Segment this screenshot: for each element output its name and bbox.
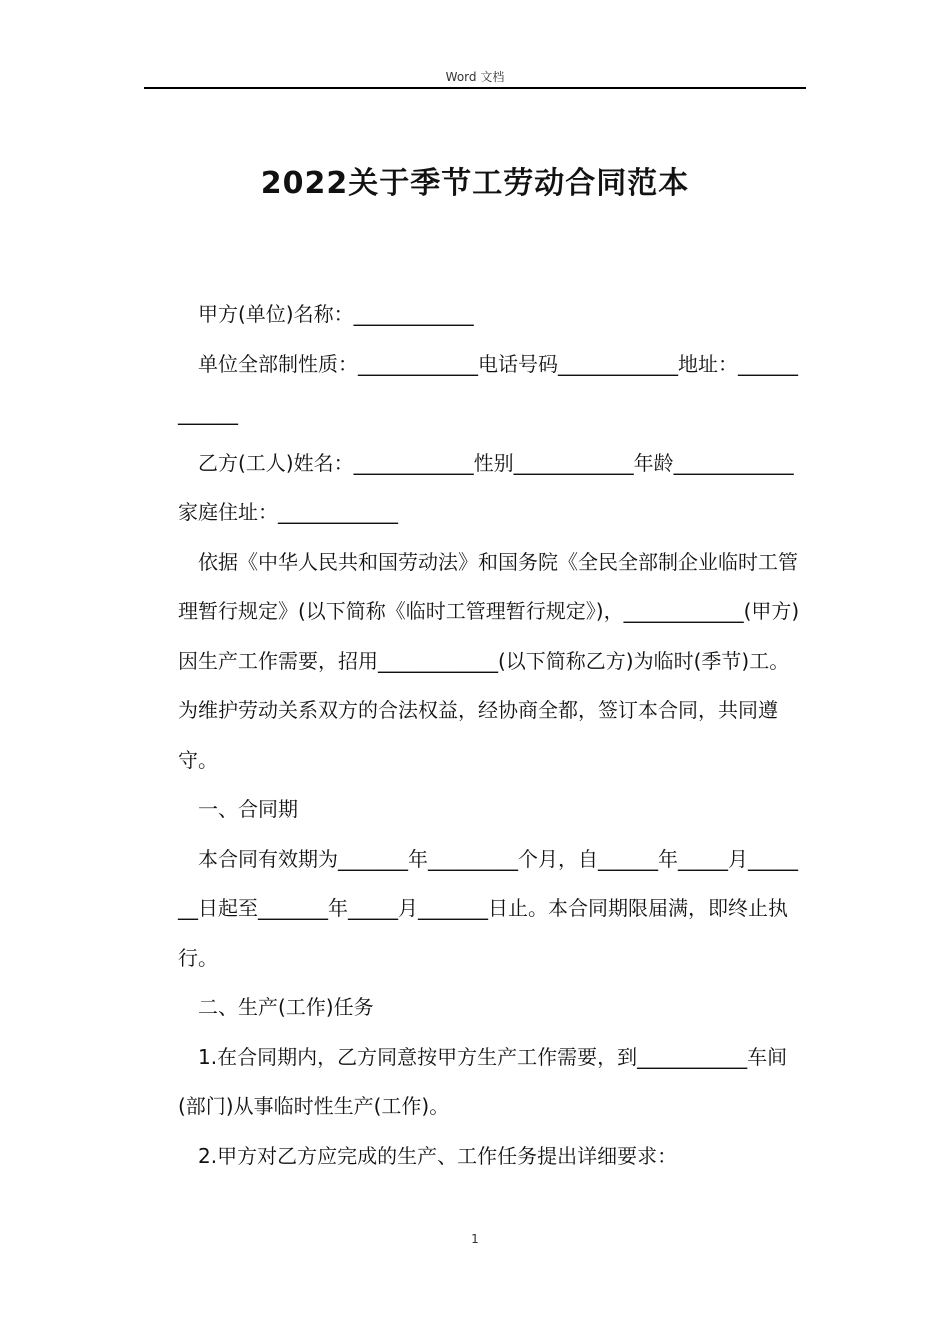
term-paragraph: 本合同有效期为_______年_________个月，自______年_____月_______日起至_______年_____月_______日止。本合同期限届满，即终止执行。 [178, 846, 798, 970]
party-a-name-line: 甲方(单位)名称：____________ [198, 302, 474, 326]
document-title: 2022关于季节工劳动合同范本 [260, 166, 690, 201]
party-b-details-line: 乙方(工人)姓名：____________性别____________年龄____________家庭住址：____________ [178, 450, 794, 524]
header-divider [144, 87, 806, 89]
page-header: Word 文档 [445, 70, 505, 84]
task-clause-2: 2.甲方对乙方应完成的生产、工作任务提出详细要求： [198, 1143, 678, 1168]
preamble-paragraph: 依据《中华人民共和国劳动法》和国务院《全民全部制企业临时工管理暂行规定》(以下简称《临时工管理暂行规定》)，____________(甲方)因生产工作需要，招用____________(以下简称乙方)为临时(季节)工。为维护劳动关系双方的合法权益，经协商全都，签订本合同，共同遵守。 [178, 549, 800, 772]
section-heading-tasks: 二、生产(工作)任务 [198, 995, 374, 1019]
task-clause-1: 1.在合同期内，乙方同意按甲方生产工作需要，到___________车间(部门)从事临时性生产(工作)。 [178, 1044, 788, 1118]
page-number: 1 [471, 1232, 479, 1246]
section-heading-term: 一、合同期 [198, 797, 298, 821]
party-a-details-line: 单位全部制性质：____________电话号码____________地址：____________ [178, 351, 798, 425]
document-body [178, 290, 806, 1181]
